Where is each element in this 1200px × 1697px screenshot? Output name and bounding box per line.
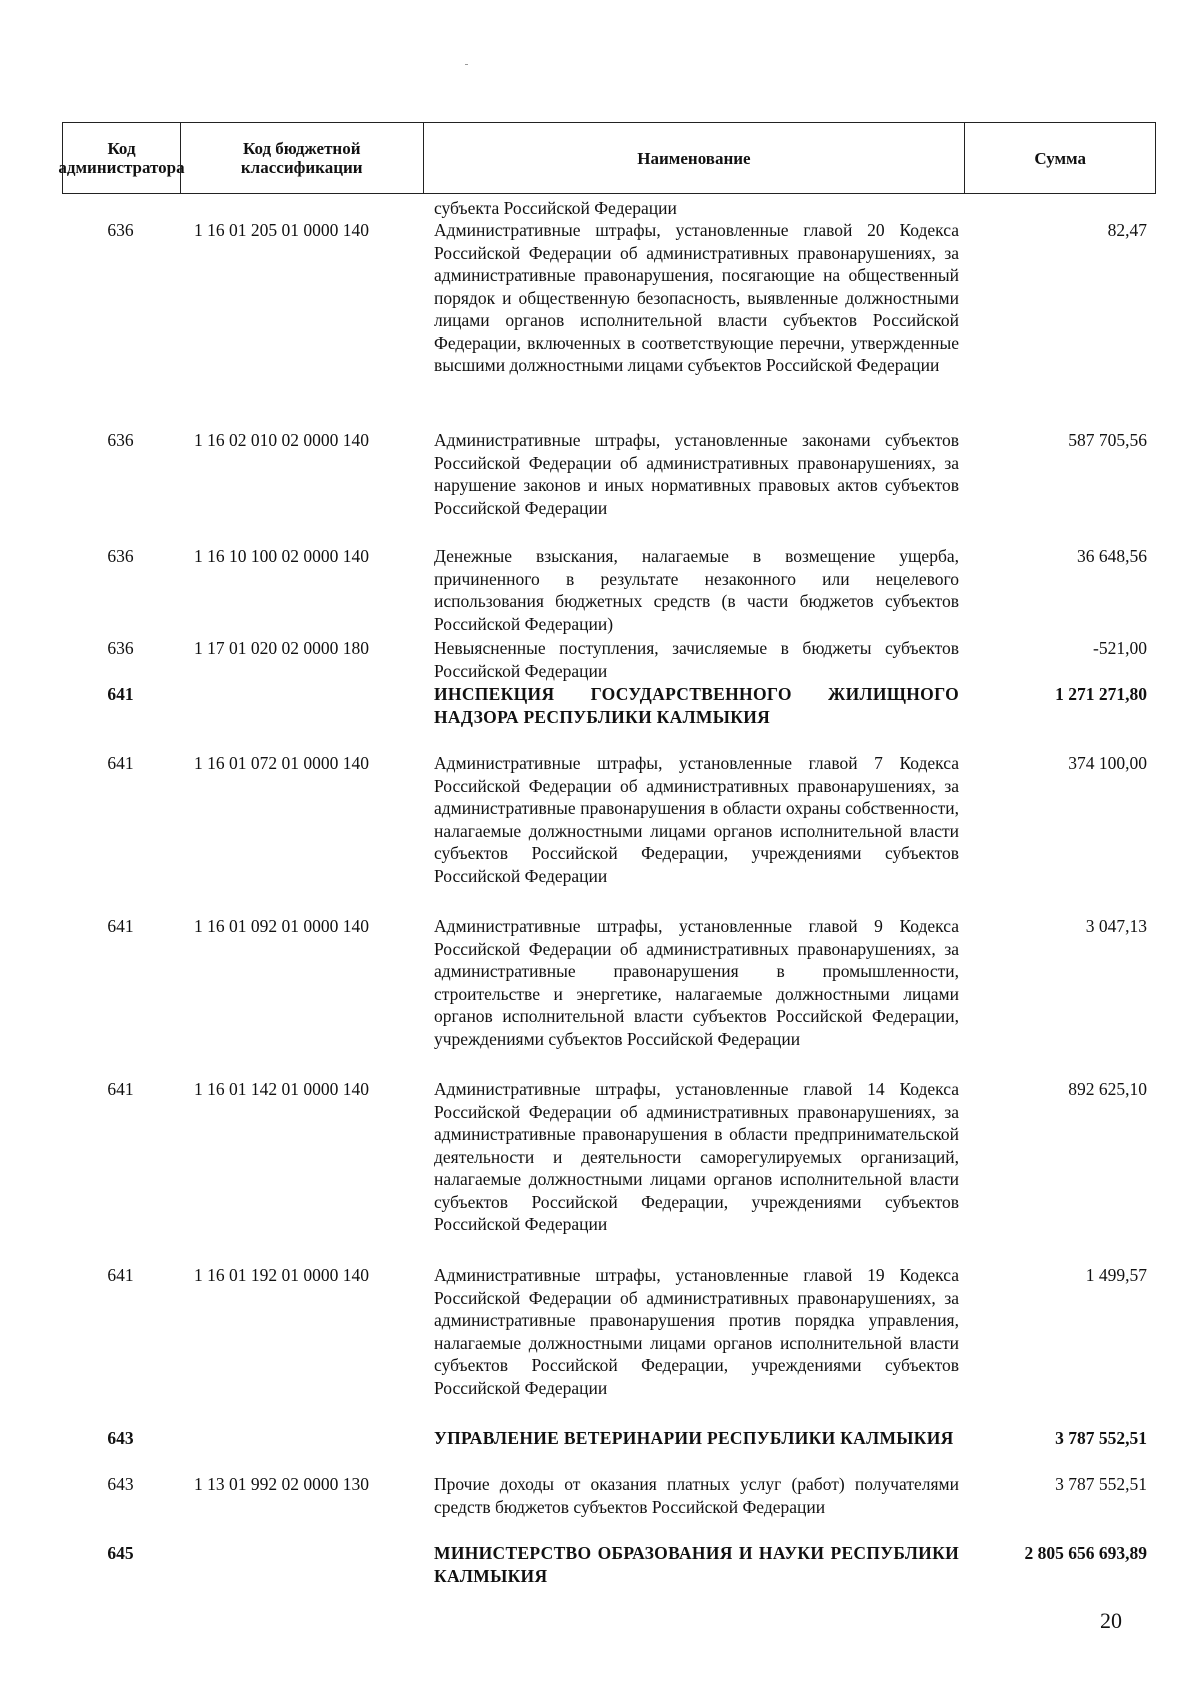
scan-speck [465, 64, 468, 65]
row-sum: 3 787 552,51 [1055, 1428, 1147, 1448]
row-name: Административные штрафы, установленные главой 20 Кодекса Российской Федерации об административных правонарушениях, за административные правонарушения, посягающие на общественный порядок и общественную безопасность, выявленные должностными лицами органов исполнительной власти субъектов Российской Федерации, включенных в соответствующие перечни, утвержденные высшими должностными лицами субъектов Российской Федерации [434, 220, 959, 375]
row-sum: 587 705,56 [1068, 430, 1147, 450]
row-sum: 2 805 656 693,89 [1024, 1543, 1147, 1563]
row-name: УПРАВЛЕНИЕ ВЕТЕРИНАРИИ РЕСПУБЛИКИ КАЛМЫКИЯ [434, 1428, 954, 1448]
header-name: Наименование [423, 123, 965, 193]
admin-code: 636 [107, 220, 134, 240]
row-sum: 1 499,57 [1085, 1265, 1147, 1285]
row-name: Денежные взыскания, налагаемые в возмещение ущерба, причиненного в результате незаконного или нецелевого использования бюджетных средств (в части бюджетов субъектов Российской Федерации) [434, 546, 959, 634]
budget-code: 1 16 01 092 01 0000 140 [194, 916, 369, 936]
row-name: ИНСПЕКЦИЯ ГОСУДАРСТВЕННОГО ЖИЛИЩНОГО НАДЗОРА РЕСПУБЛИКИ КАЛМЫКИЯ [434, 684, 959, 727]
admin-code: 641 [107, 1265, 134, 1285]
row-name: МИНИСТЕРСТВО ОБРАЗОВАНИЯ И НАУКИ РЕСПУБЛИКИ КАЛМЫКИЯ [434, 1543, 959, 1586]
budget-code: 1 16 02 010 02 0000 140 [194, 430, 369, 450]
budget-code: 1 16 01 205 01 0000 140 [194, 220, 369, 240]
header-budget-code: Код бюджетной классификации [180, 123, 423, 193]
budget-code: 1 16 10 100 02 0000 140 [194, 546, 369, 566]
admin-code: 643 [107, 1474, 134, 1494]
header-admin-code: Код администратора [58, 139, 185, 177]
row-sum: -521,00 [1093, 638, 1147, 658]
row-sum: 82,47 [1107, 220, 1147, 240]
row-sum: 3 787 552,51 [1055, 1474, 1147, 1494]
row-sum: 36 648,56 [1077, 546, 1147, 566]
table-header [58, 122, 1156, 194]
row-sum: 374 100,00 [1068, 753, 1147, 773]
row-sum: 3 047,13 [1085, 916, 1147, 936]
row-sum: 1 271 271,80 [1055, 684, 1147, 704]
row-name: Административные штрафы, установленные главой 9 Кодекса Российской Федерации об административных правонарушениях, за административные правонарушения в промышленности, строительстве и энергетике, налагаемые должностными лицами органов исполнительной власти субъектов Российской Федерации, учреждениями субъектов Российской Федерации [434, 916, 959, 1049]
admin-code: 645 [107, 1543, 134, 1563]
budget-code: 1 16 01 142 01 0000 140 [194, 1079, 369, 1099]
row-name: Административные штрафы, установленные главой 14 Кодекса Российской Федерации об административных правонарушениях, за административные правонарушения в области предпринимательской деятельности и деятельности саморегулируемых организаций, налагаемые должностными лицами органов исполнительной власти субъектов Российской Федерации, учреждениями субъектов Российской Федерации [434, 1079, 959, 1234]
continued-text: субъекта Российской Федерации [434, 198, 677, 218]
page-number: 20 [1100, 1608, 1122, 1633]
admin-code: 643 [107, 1428, 134, 1448]
row-name: Административные штрафы, установленные законами субъектов Российской Федерации об административных правонарушениях, за нарушение законов и иных нормативных правовых актов субъектов Российской Федерации [434, 430, 959, 518]
budget-code: 1 17 01 020 02 0000 180 [194, 638, 369, 658]
admin-code: 641 [107, 753, 134, 773]
admin-code: 636 [107, 430, 134, 450]
admin-code: 641 [107, 1079, 134, 1099]
admin-code: 636 [107, 546, 134, 566]
budget-code: 1 16 01 192 01 0000 140 [194, 1265, 369, 1285]
row-name: Административные штрафы, установленные главой 19 Кодекса Российской Федерации об административных правонарушениях, за административные правонарушения против порядка управления, налагаемые должностными лицами органов исполнительной власти субъектов Российской Федерации, учреждениями субъектов Российской Федерации [434, 1265, 959, 1398]
row-sum: 892 625,10 [1068, 1079, 1147, 1099]
row-name: Невыясненные поступления, зачисляемые в бюджеты субъектов Российской Федерации [434, 638, 959, 681]
admin-code: 636 [107, 638, 134, 658]
row-name: Прочие доходы от оказания платных услуг (работ) получателями средств бюджетов субъектов Российской Федерации [434, 1474, 959, 1517]
header-sum: Сумма [964, 123, 1155, 193]
admin-code: 641 [107, 684, 134, 704]
budget-code: 1 13 01 992 02 0000 130 [194, 1474, 369, 1494]
row-name: Административные штрафы, установленные главой 7 Кодекса Российской Федерации об административных правонарушениях, за административные правонарушения в области охраны собственности, налагаемые должностными лицами органов исполнительной власти субъектов Российской Федерации, учреждениями субъектов Российской Федерации [434, 753, 959, 886]
admin-code: 641 [107, 916, 134, 936]
budget-code: 1 16 01 072 01 0000 140 [194, 753, 369, 773]
